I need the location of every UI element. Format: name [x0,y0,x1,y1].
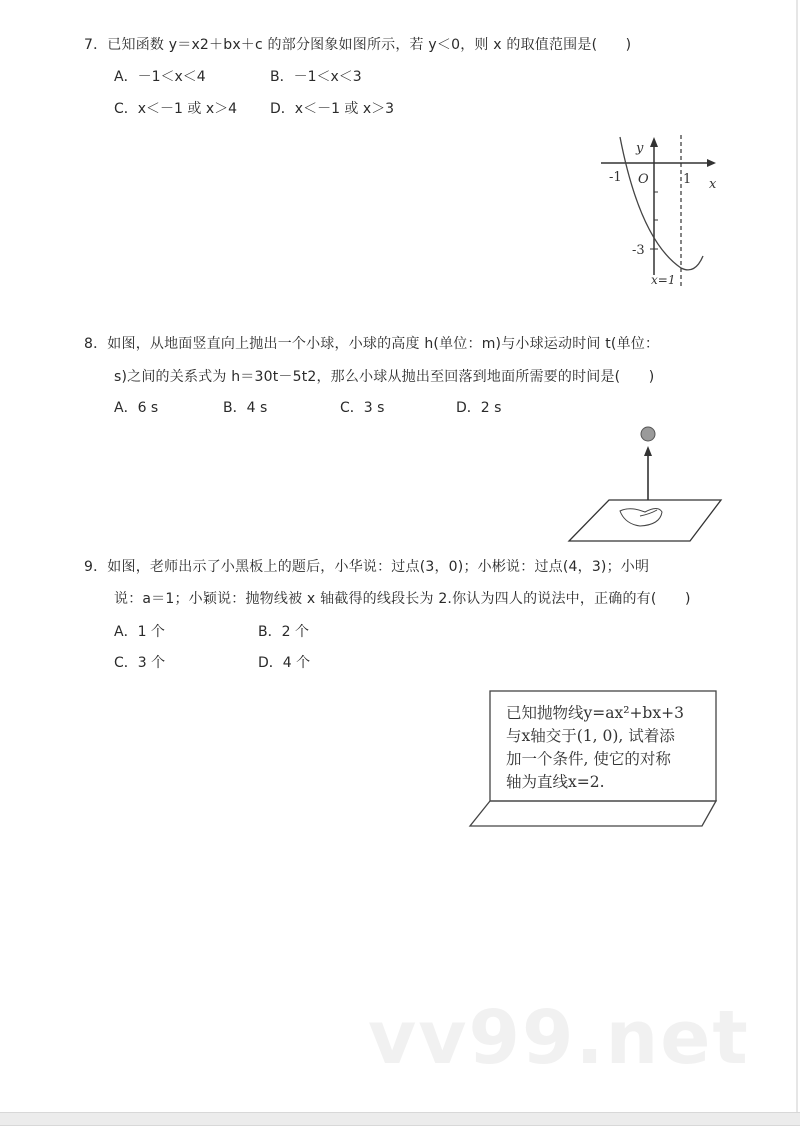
label-x-neg1: -1 [609,170,622,185]
watermark: vv99.net [368,995,750,1081]
svg-text:O: O [638,172,649,187]
question-7-text: 7．已知函数 y＝x2＋bx＋c 的部分图象如图所示，若 y＜0，则 x 的取值范围是( ) [84,37,632,53]
question-9-text-line2: 说：a＝1；小颖说：抛物线被 x 轴截得的线段长为 2.你认为四人的说法中，正确的有( ) [114,591,691,607]
question-7-option-b: B．－1＜x＜3 [270,69,362,85]
question-9-option-c: C．3 个 [114,655,166,671]
svg-text:-3: -3 [632,243,645,258]
svg-text:1: 1 [683,172,692,187]
svg-text:x=1: x=1 [651,273,676,287]
ball-thrown-figure [560,420,730,550]
question-9-option-b: B．2 个 [258,624,309,640]
page-separator [0,1112,800,1126]
question-8-option-c: C．3 s [340,400,385,416]
question-8-option-b: B．4 s [223,400,268,416]
question-8-option-d: D．2 s [456,400,502,416]
question-7-option-a: A．－1＜x＜4 [114,69,206,85]
parabola-graph-figure [590,130,730,290]
question-9-option-d: D．4 个 [258,655,311,671]
question-7-option-c: C．x＜－1 或 x＞4 [114,101,238,117]
question-8-text-line2: s)之间的关系式为 h＝30t－5t2，那么小球从抛出至回落到地面所需要的时间是( ) [114,369,655,385]
question-9-text-line1: 9．如图，老师出示了小黑板上的题后，小华说：过点(3，0)；小彬说：过点(4，3)；小明 [84,559,650,575]
svg-text:x: x [709,177,717,192]
blackboard-line-1: 已知抛物线y=ax²+bx+3 [506,704,684,722]
blackboard-text [506,702,711,794]
blackboard-line-4: 轴为直线x=2. [506,773,605,791]
question-8-option-a: A．6 s [114,400,159,416]
blackboard-line-2: 与x轴交于(1, 0), 试着添 [506,727,675,745]
question-7-option-d: D．x＜－1 或 x＞3 [270,101,395,117]
question-9-option-a: A．1 个 [114,624,165,640]
blackboard-line-3: 加一个条件, 使它的对称 [506,750,671,768]
svg-text:y: y [636,141,644,156]
question-8-text-line1: 8．如图，从地面竖直向上抛出一个小球，小球的高度 h(单位：m)与小球运动时间 t(单位： [84,336,660,352]
